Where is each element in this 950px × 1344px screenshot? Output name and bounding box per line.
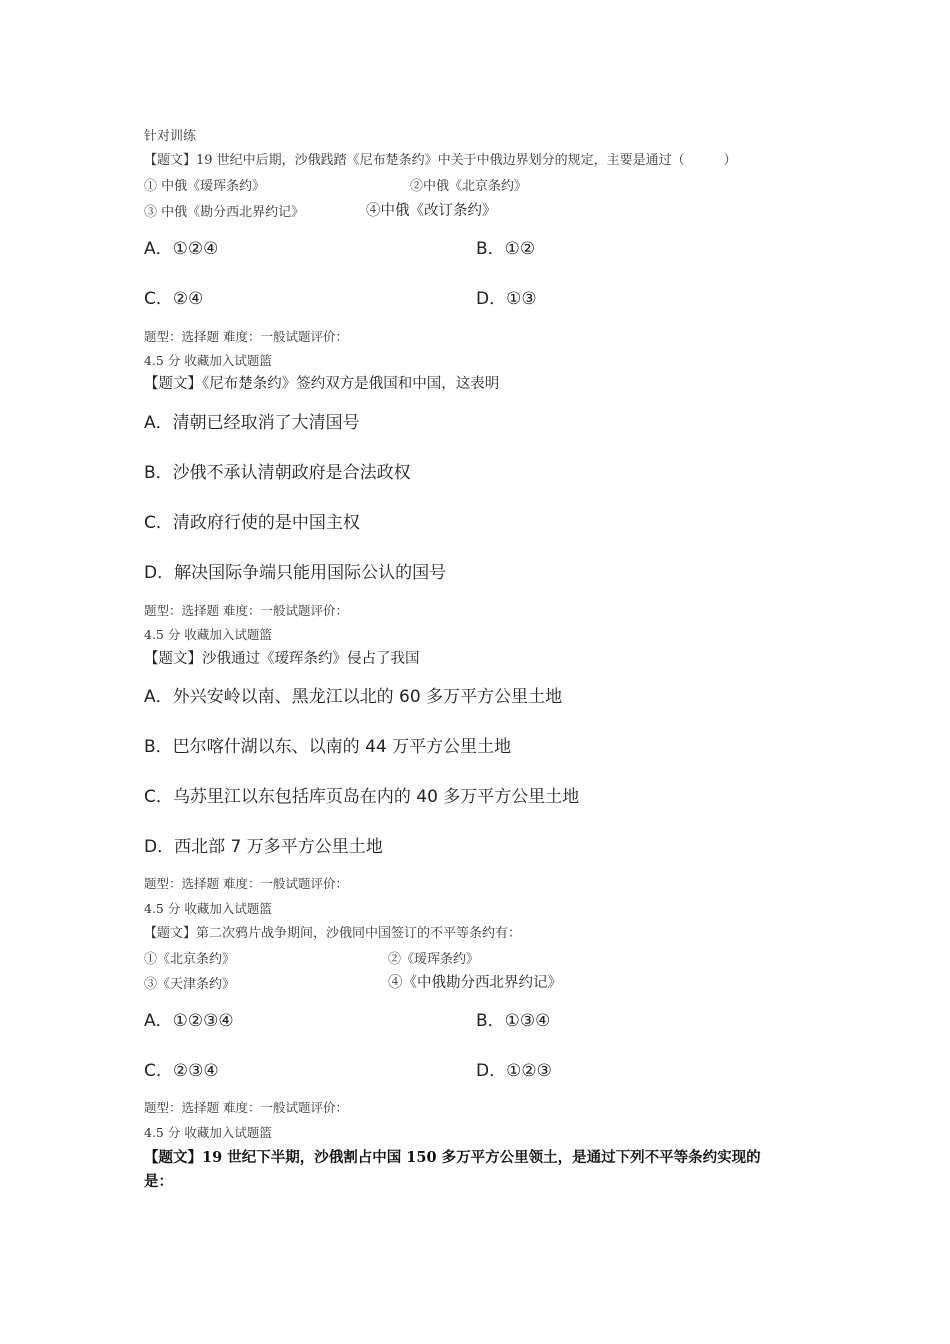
q1-option-b[interactable]: B．①② — [476, 239, 536, 259]
section-heading: 针对训练 — [144, 129, 197, 144]
q3-option-c[interactable]: C．乌苏里江以东包括库页岛在内的 40 多万平方公里土地 — [144, 787, 580, 807]
q2-meta: 题型：选择题 难度：一般试题评价： — [144, 603, 348, 618]
q2-option-c[interactable]: C．清政府行使的是中国主权 — [144, 513, 360, 533]
q4-collect[interactable]: 4.5 分 收藏加入试题篮 — [144, 1125, 272, 1140]
q3-option-d[interactable]: D．西北部 7 万多平方公里土地 — [144, 837, 383, 857]
q4-option-a[interactable]: A．①②③④ — [144, 1011, 234, 1031]
q2-collect[interactable]: 4.5 分 收藏加入试题篮 — [144, 627, 272, 642]
q4-option-b[interactable]: B．①③④ — [476, 1011, 551, 1031]
q1-item-3: ③ 中俄《勘分西北界约记》 — [144, 205, 305, 220]
q5-stem-line-1: 【题文】19 世纪下半期，沙俄割占中国 150 多万平方公里领土，是通过下列不平等条约实现的 — [144, 1149, 761, 1166]
q3-option-b[interactable]: B．巴尔喀什湖以东、以南的 44 万平方公里土地 — [144, 737, 512, 757]
q1-item-1: ① 中俄《瑷珲条约》 — [144, 179, 266, 194]
q2-option-d[interactable]: D．解决国际争端只能用国际公认的国号 — [144, 563, 447, 583]
q2-option-a[interactable]: A．清朝已经取消了大清国号 — [144, 413, 360, 433]
q1-item-2: ②中俄《北京条约》 — [410, 179, 528, 194]
q1-option-d[interactable]: D．①③ — [476, 289, 537, 309]
q3-meta: 题型：选择题 难度：一般试题评价： — [144, 876, 348, 891]
q4-stem: 【题文】第二次鸦片战争期间，沙俄同中国签订的不平等条约有： — [144, 926, 522, 941]
q2-stem: 【题文】《尼布楚条约》签约双方是俄国和中国，这表明 — [144, 376, 500, 392]
q3-collect[interactable]: 4.5 分 收藏加入试题篮 — [144, 901, 272, 916]
q4-meta: 题型：选择题 难度：一般试题评价： — [144, 1100, 348, 1115]
q3-stem: 【题文】沙俄通过《瑷珲条约》侵占了我国 — [144, 651, 420, 667]
q3-option-a[interactable]: A．外兴安岭以南、黑龙江以北的 60 多万平方公里土地 — [144, 687, 563, 707]
q4-option-c[interactable]: C．②③④ — [144, 1061, 219, 1081]
q5-stem-line-2: 是： — [144, 1173, 173, 1190]
q1-option-a[interactable]: A．①②④ — [144, 239, 219, 259]
q4-item-3: ③《天津条约》 — [144, 977, 236, 992]
q4-item-2: ②《瑷珲条约》 — [388, 952, 480, 967]
q1-meta: 题型：选择题 难度：一般试题评价： — [144, 329, 348, 344]
q1-option-c[interactable]: C．②④ — [144, 289, 204, 309]
q1-collect[interactable]: 4.5 分 收藏加入试题篮 — [144, 353, 272, 368]
q1-item-4: ④中俄《改订条约》 — [366, 203, 497, 219]
q1-stem: 【题文】19 世纪中后期，沙俄践踏《尼布楚条约》中关于中俄边界划分的规定，主要是通过（ ） — [144, 153, 737, 168]
q4-item-1: ①《北京条约》 — [144, 952, 236, 967]
q2-option-b[interactable]: B．沙俄不承认清朝政府是合法政权 — [144, 463, 411, 483]
q4-item-4: ④《中俄勘分西北界约记》 — [388, 975, 562, 991]
q4-option-d[interactable]: D．①②③ — [476, 1061, 552, 1081]
